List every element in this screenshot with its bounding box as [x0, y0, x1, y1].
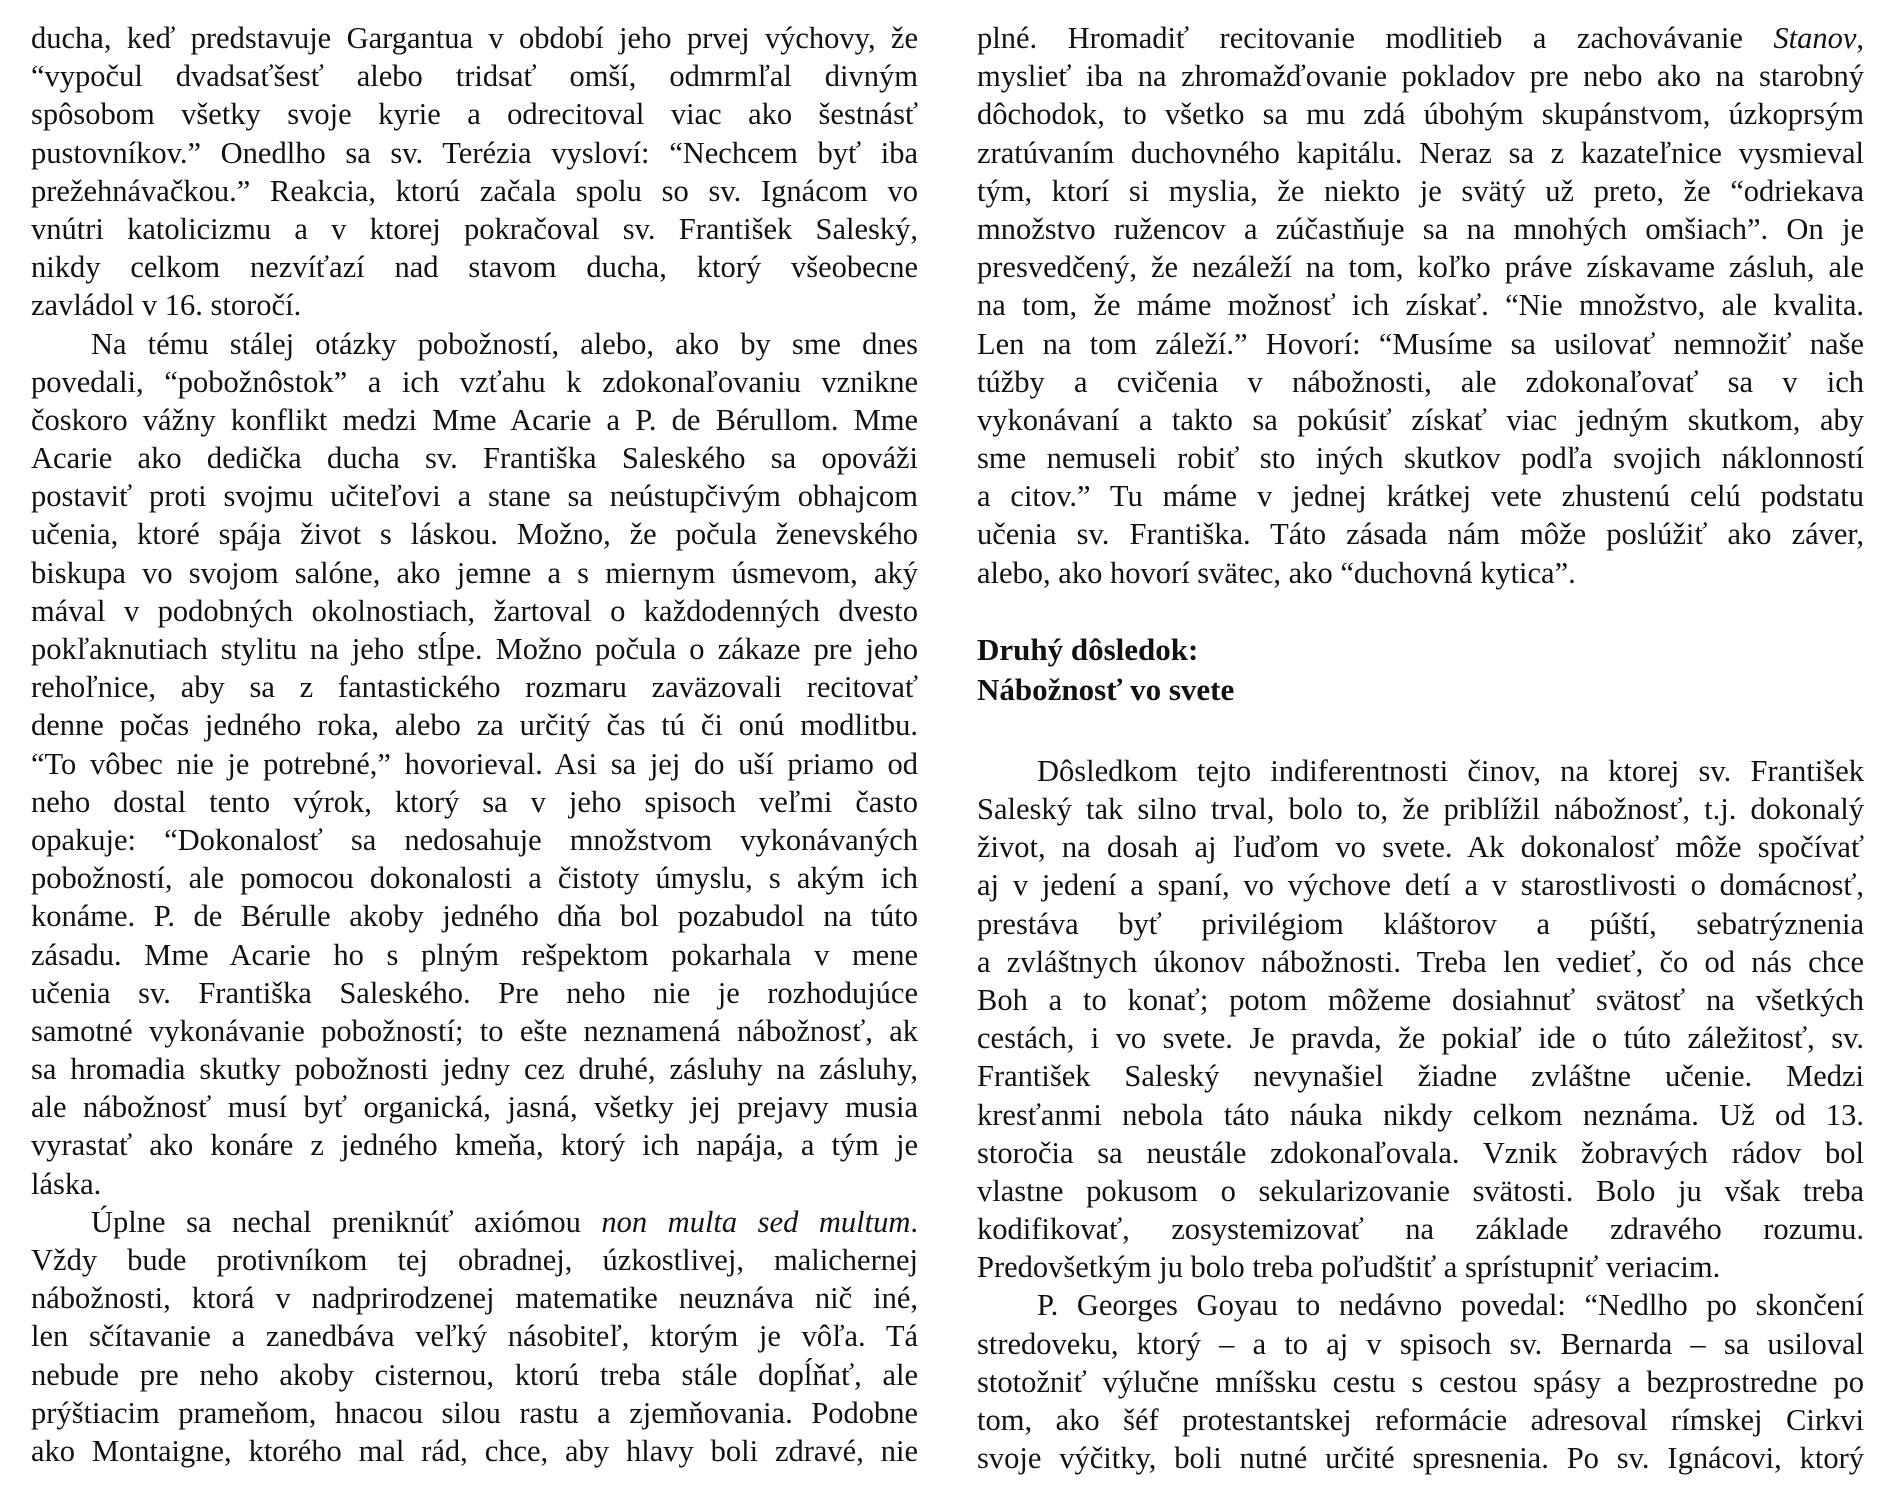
text-line: Len na tom záleží.” Hovorí: “Musíme sa usilovať nemnožiť naše [977, 326, 1864, 361]
text-line: život, na dosah aj ľuďom vo svete. Ak dokonalosť môže spočívať [977, 830, 1864, 865]
text-line: tým, ktorí si myslia, že niekto je svätý už preto, že “odriekava [977, 173, 1864, 208]
text-line: Boh a to konať; potom môžeme dosiahnuť svätosť na všetkých [977, 982, 1864, 1017]
text-line: sme nemuseli robiť sto iných skutkov podľa svojich náklonností [977, 441, 1864, 476]
text-line: pustovníkov.” Onedlho sa sv. Terézia vysloví: “Nechcem byť iba [31, 135, 918, 170]
text-line: spôsobom všetky svoje kyrie a odrecitoval viac ako šestnásť [31, 97, 918, 132]
text-line: a zvláštnych úkonov nábožnosti. Treba len vedieť, čo od nás chce [977, 944, 1864, 979]
text-line: pokľaknutiach stylitu na jeho stĺpe. Možno počula o zákaze pre jeho [31, 632, 918, 666]
text-line: čoskoro vážny konflikt medzi Mme Acarie a P. de Bérullom. Mme [31, 402, 918, 437]
text-line: neho dostal tento výrok, ktorý sa v jeho spisoch veľmi často [31, 784, 918, 819]
text-line: a citov.” Tu máme v jednej krátkej vete zhustenú celú podstatu [977, 479, 1864, 514]
text-line: dôchodok, to všetko sa mu zdá úbohým skupánstvom, úzkoprsým [977, 97, 1864, 132]
text-line: postaviť proti svojmu učiteľovi a stane sa neústupčivým obhajcom [31, 479, 918, 514]
text-line: cestách, i vo svete. Je pravda, že pokiaľ ide o túto záležitosť, sv. [977, 1021, 1864, 1056]
text-line: prýštiacim prameňom, hnacou silou rastu a zjemňovania. Podobne [31, 1395, 918, 1430]
text-line: zavládol v 16. storočí. [31, 288, 302, 323]
section-heading-line: Nábožnosť vo svete [977, 671, 1235, 707]
italic-phrase: non multa sed multum [601, 1204, 911, 1239]
text-line: vykonávaní a takto sa pokúsiť získať viac jedným skutkom, aby [977, 402, 1864, 437]
text-line: Dôsledkom tejto indiferentnosti činov, na ktorej sv. František [1037, 753, 1864, 788]
paragraph [977, 19, 1864, 592]
text-line [31, 1203, 918, 1241]
text-line: sa hromadia skutky pobožnosti jedny cez druhé, zásluhy na zásluhy, [31, 1052, 918, 1087]
text-line: zratúvaním duchovného kapitálu. Neraz sa z kazateľnice vysmieval [977, 135, 1864, 170]
text-line: pobožností, ale pomocou dokonalosti a čistoty úmyslu, s akým ich [31, 861, 918, 896]
text-line: túžby a cvičenia v nábožnosti, ale zdokonaľovať sa v ich [977, 364, 1864, 399]
text-line [977, 19, 1864, 57]
text-line: ale nábožnosť musí byť organická, jasná, všetky jej prejavy musia [31, 1090, 918, 1125]
italic-phrase: Stanov [1773, 21, 1857, 55]
text-line: svoje výčitky, boli nutné určité spresnenia. Po sv. Ignácovi, ktorý [977, 1441, 1864, 1476]
text-line: učenia sv. Františka. Táto zásada nám môže poslúžiť ako záver, [977, 517, 1864, 552]
text-line: kresťanmi nebola táto náuka nikdy celkom neznáma. Už od 13. [977, 1097, 1864, 1132]
left-column [31, 19, 918, 1470]
text-run: Úplne sa nechal preniknúť axiómou [91, 1204, 602, 1239]
text-line: nikdy celkom nezvíťazí nad stavom ducha, ktorý všeobecne [31, 250, 918, 285]
text-line: prežehnávačkou.” Reakcia, ktorú začala spolu so sv. Ignácom vo [31, 173, 918, 208]
paragraph [977, 1286, 1864, 1477]
text-line: Na tému stálej otázky pobožností, alebo, ako by sme dnes [91, 326, 918, 361]
section-heading-line: Druhý dôsledok: [977, 631, 1199, 667]
paragraph [31, 1203, 918, 1470]
text-line: rehoľnice, aby sa z fantastického rozmaru zaväzovali recitovať [31, 670, 918, 705]
text-line: vlastne pokusom o sekularizovanie svätosti. Bolo ju však treba [977, 1173, 1864, 1208]
text-line: Saleský tak silno trval, bolo to, že priblížil nábožnosť, t.j. dokonalý [977, 792, 1864, 826]
text-line: storočia sa neustále zdokonaľovala. Vznik žobravých rádov bol [977, 1135, 1864, 1170]
text-line: František Saleský nevynašiel žiadne zvláštne učenie. Medzi [977, 1059, 1864, 1094]
text-line: zásadu. Mme Acarie ho s plným rešpektom pokarhala v mene [31, 937, 918, 972]
text-line: nábožnosti, ktorá v nadprirodzenej matematike neuznáva nič iné, [31, 1281, 918, 1316]
text-line: samotné vykonávanie pobožností; to ešte neznamená nábožnosť, ak [31, 1013, 918, 1048]
text-line: stotožniť výlučne mníšsku cestu s cestou spásy a bezprostredne po [977, 1364, 1864, 1399]
text-line: stredoveku, ktorý – a to aj v spisoch sv. Bernarda – sa usiloval [977, 1326, 1864, 1361]
text-line: denne počas jedného roka, alebo za určitý čas tú či onú modlitbu. [31, 708, 918, 743]
text-line: tom, ako šéf protestantskej reformácie adresoval rímskej Cirkvi [977, 1403, 1864, 1437]
text-line: “To vôbec nie je potrebné,” hovorieval. Asi sa jej do uší priamo od [31, 746, 918, 781]
text-line: množstvo ružencov a zúčastňuje sa na mnohých omšiach”. On je [977, 211, 1864, 246]
section-heading [977, 630, 1864, 710]
text-line: kodifikovať, zosystemizovať na základe zdravého rozumu. [977, 1212, 1864, 1247]
text-line: presvedčený, že nezáleží na tom, koľko práve získavame zásluh, ale [977, 250, 1864, 285]
text-line: učenia sv. Františka Saleského. Pre neho nie je rozhodujúce [31, 975, 918, 1010]
text-line: len sčítavanie a zanedbáva veľký násobiteľ, ktorým je vôľa. Tá [31, 1319, 918, 1354]
text-run: plné. Hromadiť recitovanie modlitieb a zachovávanie [977, 21, 1774, 55]
paragraph [977, 752, 1864, 1287]
text-line: ducha, keď predstavuje Gargantua v období jeho prvej výchovy, že [31, 21, 918, 55]
text-line: ako Montaigne, ktorého mal rád, chce, aby hlavy boli zdravé, nie [31, 1433, 918, 1468]
paragraph [31, 19, 918, 325]
text-line: povedali, “pobožnôstok” a ich vzťahu k zdokonaľovaniu vznikne [31, 364, 918, 399]
text-line: prestáva byť privilégiom kláštorov a púští, sebatrýznenia [977, 906, 1864, 941]
text-line: biskupa vo svojom salóne, ako jemne a s miernym úsmevom, aký [31, 555, 918, 590]
text-line: láska. [31, 1166, 102, 1201]
text-line: alebo, ako hovorí svätec, ako “duchovná kytica”. [977, 555, 1576, 590]
text-line: Predovšetkým ju bolo treba poľudštiť a sprístupniť veriacim. [977, 1250, 1721, 1285]
text-line: konáme. P. de Bérulle akoby jedného dňa bol pozabudol na túto [31, 899, 918, 934]
text-line: P. Georges Goyau to nedávno povedal: “Nedlho po skončení [1037, 1288, 1864, 1323]
text-line: mával v podobných okolnostiach, žartoval o každodenných dvesto [31, 593, 918, 628]
text-line: myslieť iba na zhromažďovanie pokladov pre nebo ako na starobný [977, 59, 1864, 94]
text-line: učenia, ktoré spája život s láskou. Možno, že počula ženevského [31, 517, 918, 552]
right-column [977, 19, 1864, 1477]
text-line: nebude pre neho akoby cisternou, ktorú treba stále dopĺňať, ale [31, 1357, 918, 1392]
text-line: “vypočul dvadsaťšesť alebo tridsať omší, odmrmľal divným [31, 59, 918, 94]
section-spacer [977, 710, 1864, 752]
text-run: . [910, 1204, 918, 1239]
paragraph [31, 325, 918, 1203]
text-run: , [1856, 21, 1864, 55]
text-line: opakuje: “Dokonalosť sa nedosahuje množstvom vykonávaných [31, 822, 918, 857]
text-line: na tom, že máme možnosť ich získať. “Nie množstvo, ale kvalita. [977, 288, 1864, 323]
text-line: Acarie ako dedička ducha sv. Františka Saleského sa opováži [31, 441, 918, 476]
text-line: vyrastať ako konáre z jedného kmeňa, ktorý ich napája, a tým je [31, 1128, 918, 1163]
text-line: vnútri katolicizmu a v ktorej pokračoval sv. František Saleský, [31, 211, 918, 246]
text-line: aj v jedení a spaní, vo výchove detí a v starostlivosti o domácnosť, [977, 868, 1864, 903]
text-line: Vždy bude protivníkom tej obradnej, úzkostlivej, malichernej [31, 1243, 918, 1277]
section-spacer [977, 592, 1864, 630]
